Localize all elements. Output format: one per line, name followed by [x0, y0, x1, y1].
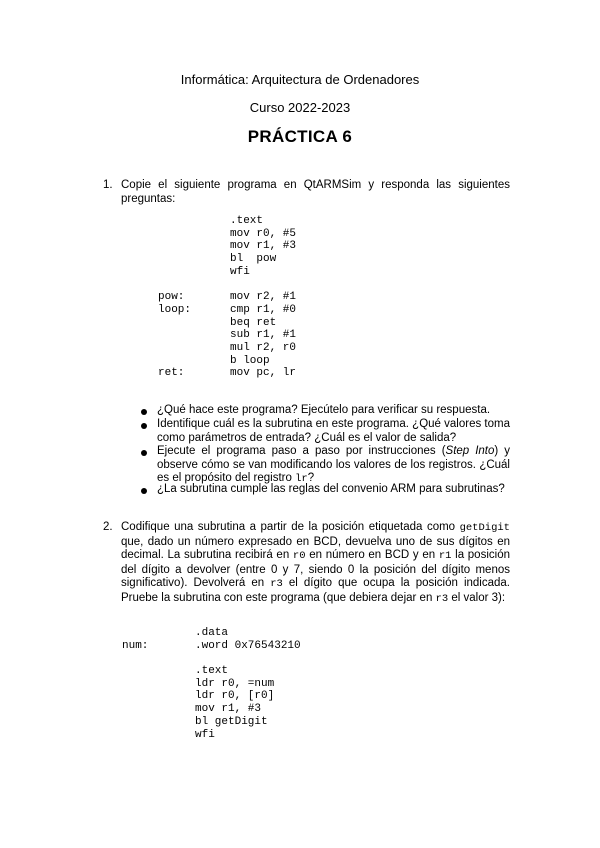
- register-name: r3: [270, 578, 283, 590]
- list-item: Identifique cuál es la subrutina en este programa. ¿Qué valores toma como parámetros de entrada? ¿Cuál es el valor de salida?: [157, 418, 510, 444]
- code-line: b loop: [230, 355, 270, 367]
- code-line: cmp r1, #0: [230, 304, 297, 316]
- code-line: bl pow: [230, 253, 277, 265]
- register-name: r0: [292, 550, 306, 562]
- q2-number: 2.: [103, 521, 113, 533]
- list-item-text: ?: [307, 472, 315, 484]
- register-name: r1: [438, 550, 452, 562]
- course-year: Curso 2022-2023: [249, 100, 351, 115]
- code-line: mov pc, lr: [230, 367, 297, 379]
- bullet-icon: [141, 488, 147, 494]
- step-into-term: Step Into: [445, 445, 495, 457]
- list-item: [157, 445, 510, 487]
- course-name: Informática: Arquitectura de Ordenadores: [180, 72, 420, 87]
- practice-title: PRÁCTICA 6: [247, 127, 353, 146]
- code-label: num:: [122, 640, 149, 652]
- code-line: mov r1, #3: [195, 703, 262, 715]
- code-line: wfi: [195, 729, 215, 741]
- code-label: loop:: [158, 304, 192, 316]
- register-name: lr: [295, 473, 308, 485]
- list-item: ¿Qué hace este programa? Ejecútelo para verificar su respuesta.: [157, 404, 491, 416]
- q2-text-part: en número en BCD y en: [305, 549, 439, 561]
- list-item-text: ) y observe cómo se van modificando los valores de los registros. ¿Cuál es el propósito del registro: [157, 445, 510, 484]
- code-line: ldr r0, =num: [195, 678, 275, 690]
- q2-text-part: Codifique una subrutina a partir de la posición etiquetada como: [121, 521, 460, 533]
- q1-text: Copie el siguiente programa en QtARMSim y responda las siguientes preguntas:: [121, 179, 510, 205]
- code-line: mul r2, r0: [230, 342, 297, 354]
- q2-text-part: que, dado un número expresado en BCD, devuelva uno de sus dígitos en decimal. La subrutina recibirá en: [121, 535, 510, 561]
- register-name: r3: [435, 592, 449, 605]
- q2-text-part: el dígito que ocupa la posición indicada. Pruebe la subrutina con este programa (que debiera dejar en: [121, 577, 510, 604]
- identifier: getDigit: [459, 522, 510, 534]
- bullet-icon: [141, 423, 147, 429]
- list-item-text: Ejecute el programa paso a paso por instrucciones (: [157, 445, 446, 457]
- code-line: wfi: [230, 266, 250, 278]
- q2-text: [121, 521, 510, 606]
- code-line: .word 0x76543210: [195, 640, 301, 652]
- code-line: sub r1, #1: [230, 329, 297, 341]
- code-label: ret:: [158, 367, 185, 379]
- list-item: ¿La subrutina cumple las reglas del convenio ARM para subrutinas?: [157, 483, 505, 495]
- code-line: mov r1, #3: [230, 240, 297, 252]
- code-line: .text: [230, 215, 264, 227]
- code-line: ldr r0, [r0]: [195, 690, 275, 702]
- code-line: mov r2, #1: [230, 291, 297, 303]
- code-line: .data: [195, 627, 229, 639]
- code-label: pow:: [158, 291, 185, 303]
- code-line: mov r0, #5: [230, 228, 297, 240]
- code-line: beq ret: [230, 317, 277, 329]
- q2-text-part: la posición del dígito a devolver (entre 0 y 7, siendo 0 la posición del dígito menos significativo). Devolverá en: [121, 549, 510, 589]
- code-line: .text: [195, 665, 229, 677]
- code-line: bl getDigit: [195, 716, 268, 728]
- bullet-icon: [141, 450, 147, 456]
- q1-number: 1.: [103, 179, 113, 191]
- q2-text-part: el valor 3):: [448, 591, 506, 604]
- bullet-icon: [141, 409, 147, 415]
